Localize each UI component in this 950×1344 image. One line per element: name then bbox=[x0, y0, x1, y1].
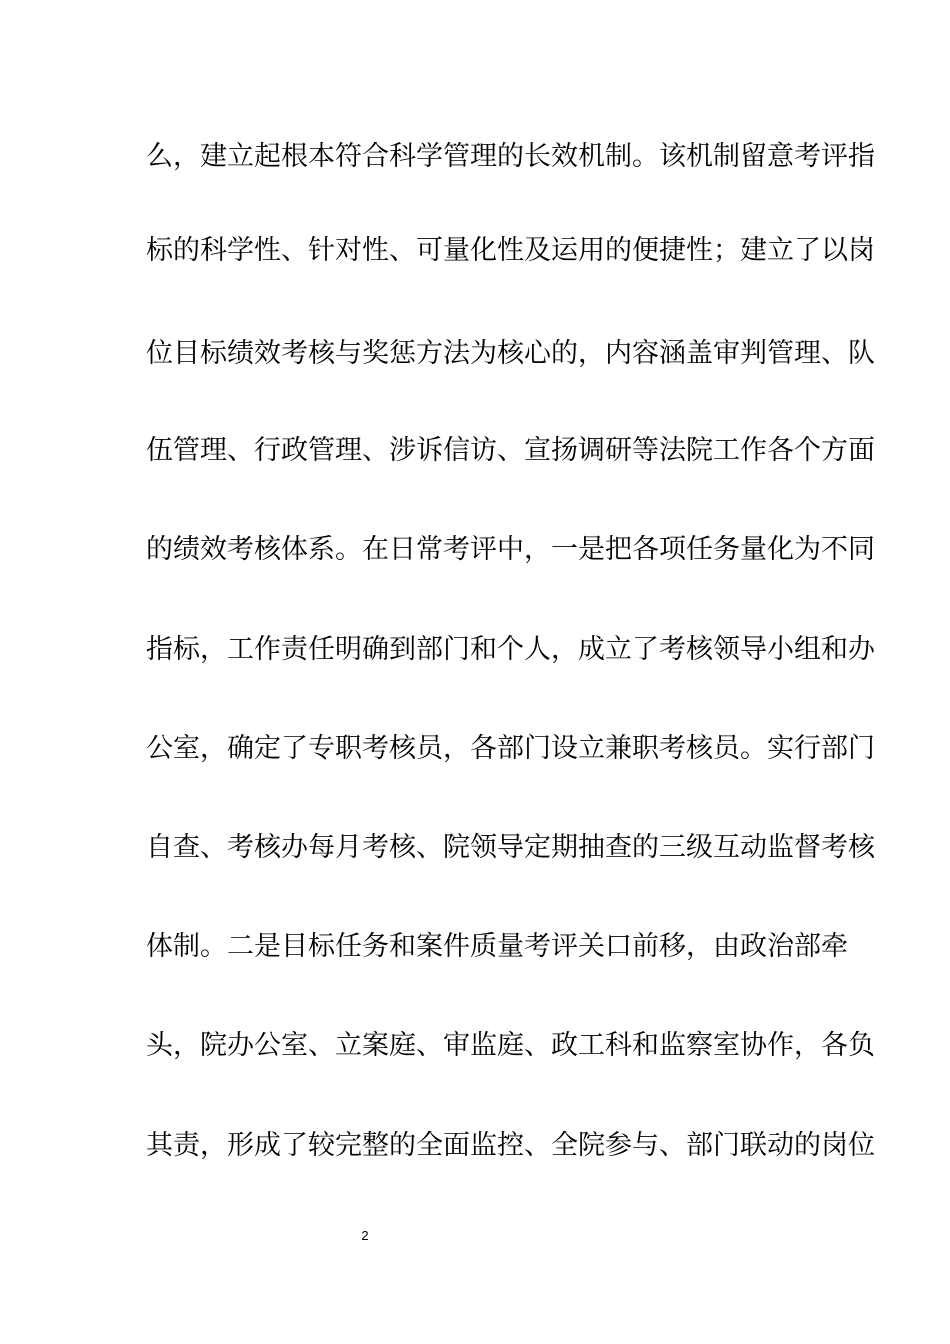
paragraph-line: 位目标绩效考核与奖惩方法为核心的，内容涵盖审判管理、队 bbox=[146, 338, 875, 369]
paragraph-line: 的绩效考核体系。在日常考评中，一是把各项任务量化为不同 bbox=[146, 534, 875, 565]
paragraph-line: 体制。二是目标任务和案件质量考评关口前移，由政治部牵 bbox=[146, 931, 848, 962]
paragraph-line: 标的科学性、针对性、可量化性及运用的便捷性；建立了以岗 bbox=[146, 235, 875, 266]
paragraph-line: 头，院办公室、立案庭、审监庭、政工科和监察室协作，各负 bbox=[146, 1030, 875, 1061]
paragraph-line: 自查、考核办每月考核、院领导定期抽查的三级互动监督考核 bbox=[146, 832, 875, 863]
page-number: 2 bbox=[361, 1228, 369, 1243]
paragraph-line: 么，建立起根本符合科学管理的长效机制。该机制留意考评指 bbox=[146, 141, 875, 172]
paragraph-line: 其责，形成了较完整的全面监控、全院参与、部门联动的岗位 bbox=[146, 1130, 875, 1161]
paragraph-line: 公室，确定了专职考核员，各部门设立兼职考核员。实行部门 bbox=[146, 733, 875, 764]
paragraph-line: 伍管理、行政管理、涉诉信访、宣扬调研等法院工作各个方面 bbox=[146, 435, 875, 466]
paragraph-line: 指标，工作责任明确到部门和个人，成立了考核领导小组和办 bbox=[146, 634, 875, 665]
